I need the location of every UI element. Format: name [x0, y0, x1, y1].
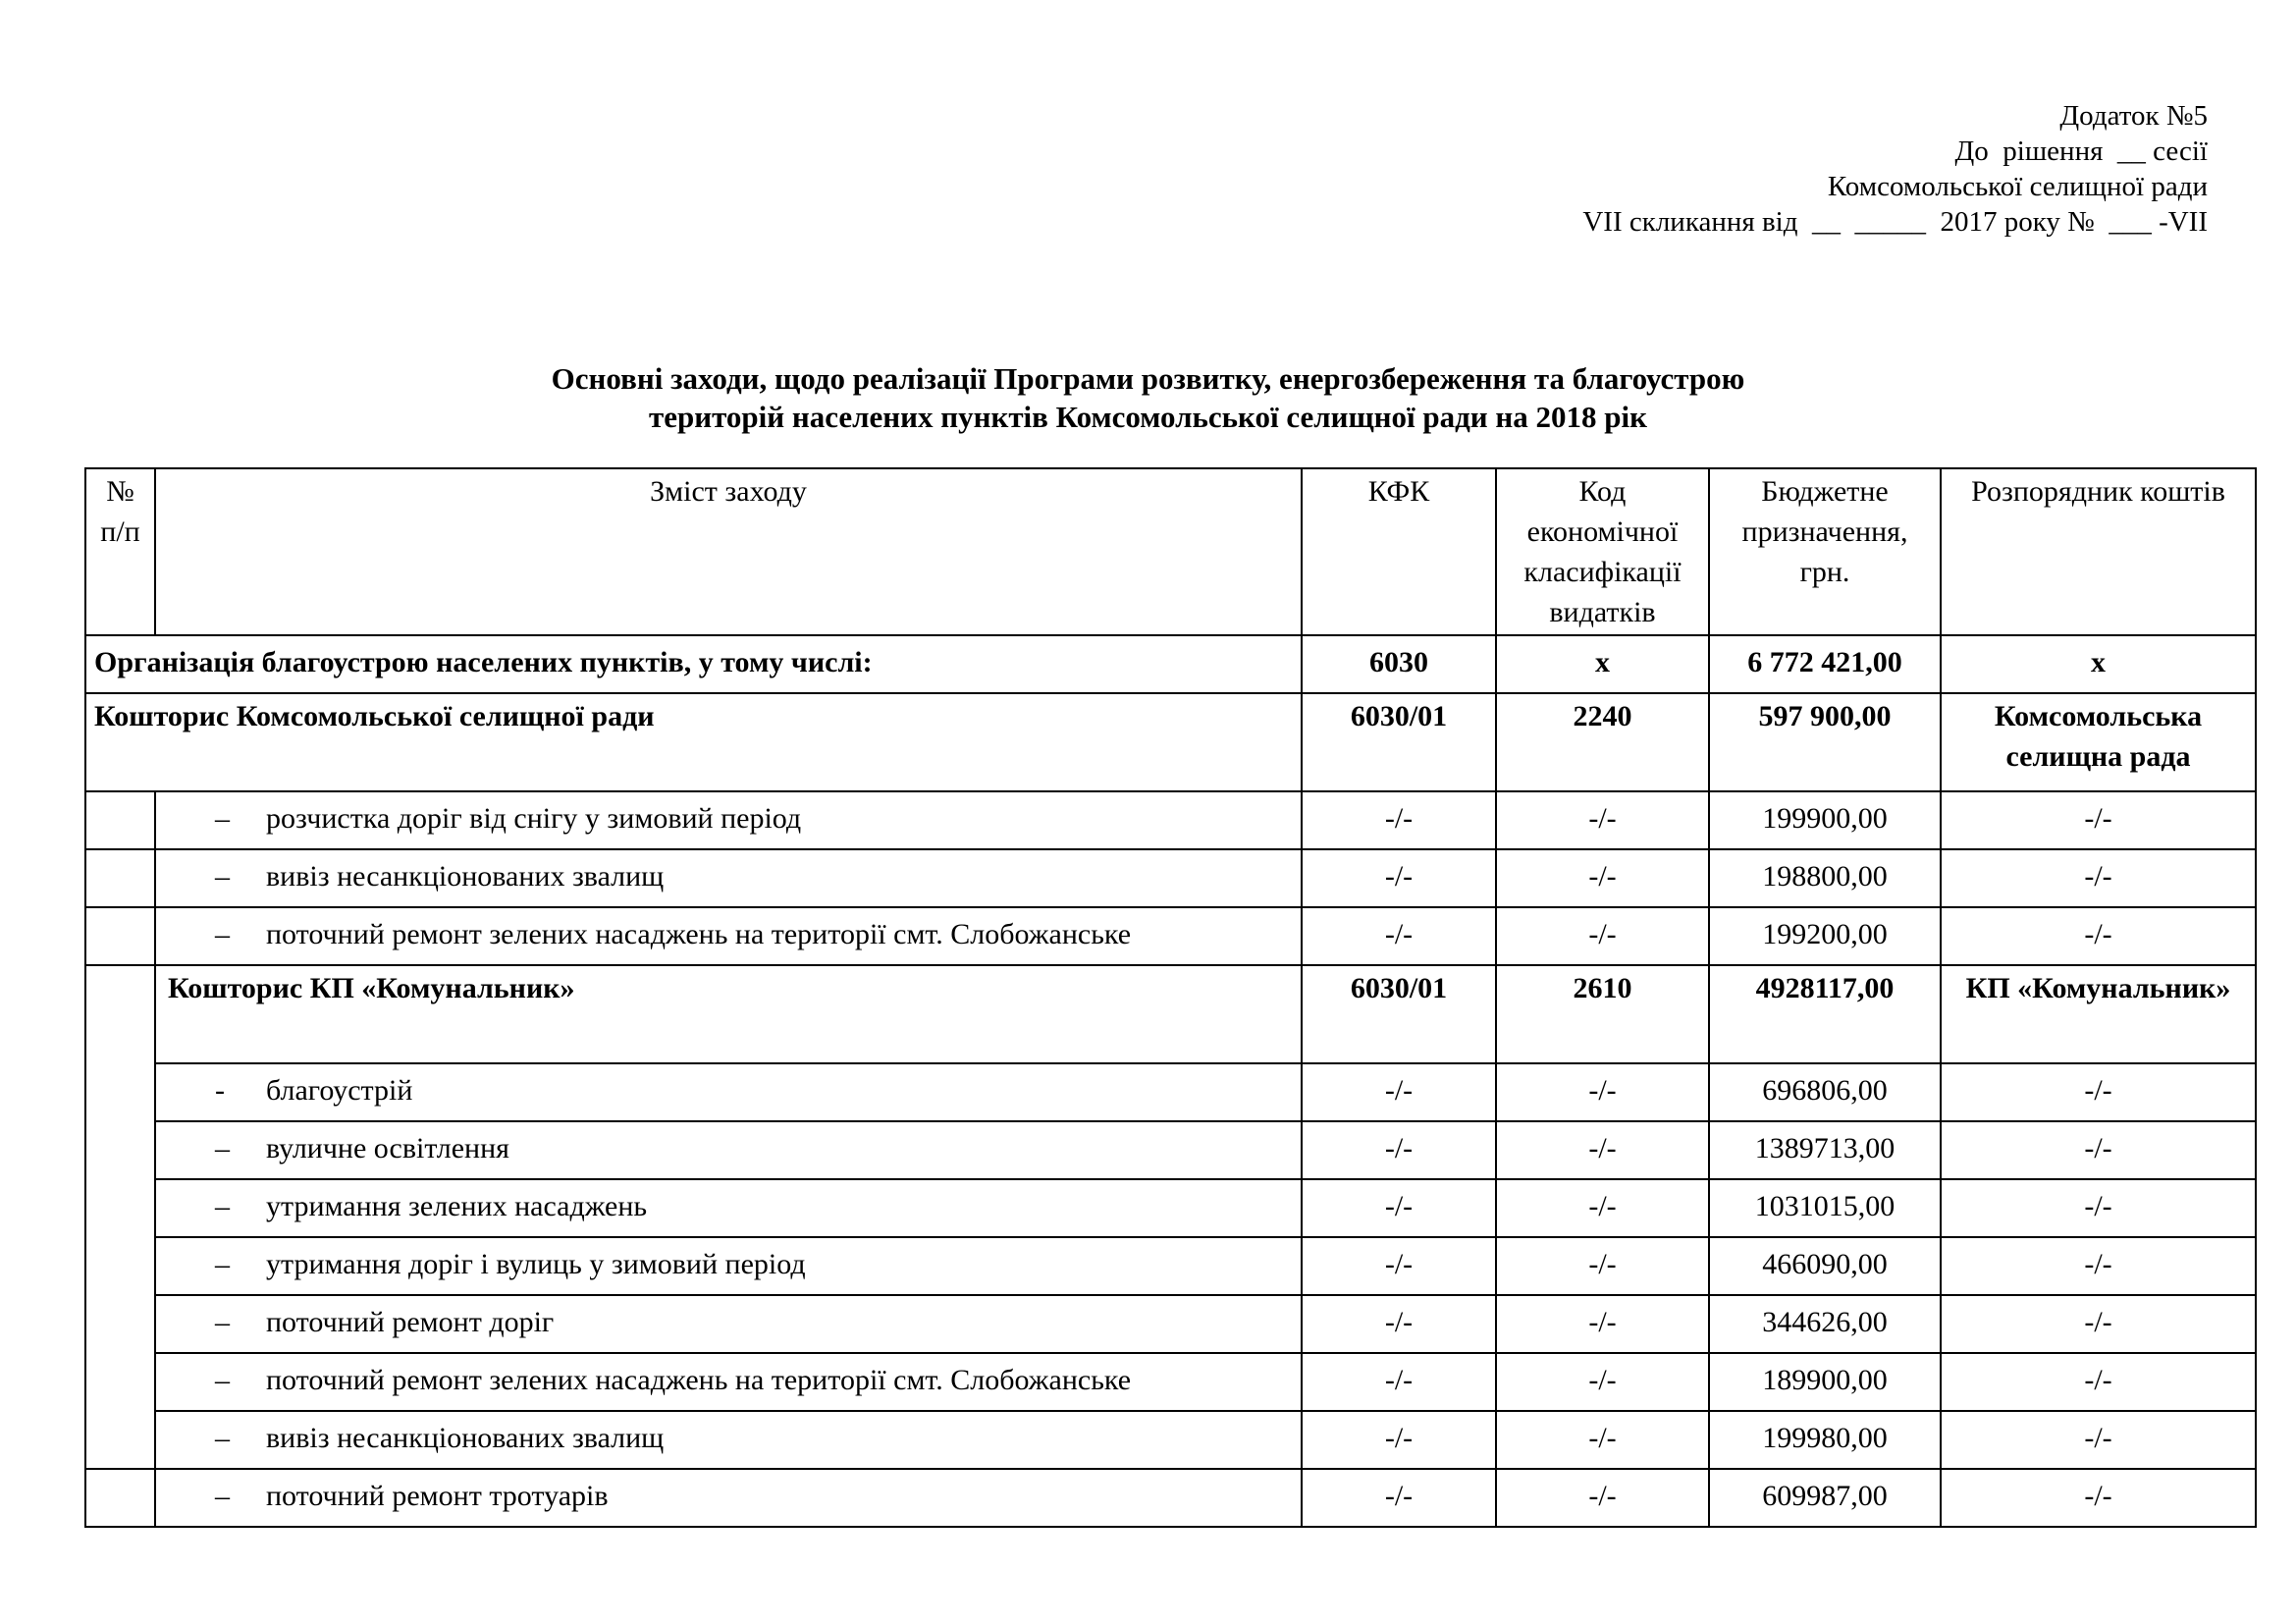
row-number — [85, 1063, 155, 1121]
section-label: Кошторис Комсомольської селищної ради — [85, 693, 1302, 791]
row-budget: 199900,00 — [1709, 791, 1941, 849]
row-content — [155, 1295, 1302, 1353]
row-code: -/- — [1496, 1353, 1709, 1411]
table-row — [85, 1063, 2256, 1121]
table-row — [85, 849, 2256, 907]
header-manager: Розпорядник коштів — [1941, 468, 2256, 635]
row-kfk: -/- — [1302, 1179, 1496, 1237]
row-content — [155, 1063, 1302, 1121]
row-number — [85, 1121, 155, 1179]
row-manager: -/- — [1941, 1469, 2256, 1527]
row-content — [155, 1237, 1302, 1295]
dash-marker: – — [215, 1248, 230, 1280]
row-label: вивіз несанкціонованих звалищ — [266, 1422, 665, 1454]
row-label: поточний ремонт доріг — [266, 1306, 555, 1338]
row-label: благоустрій — [266, 1074, 413, 1107]
row-label: вуличне освітлення — [266, 1132, 509, 1164]
dash-marker: – — [215, 1306, 230, 1338]
row-label: поточний ремонт зелених насаджень на території смт. Слобожанське — [266, 1364, 1132, 1396]
dash-marker: – — [215, 1190, 230, 1222]
header-content: Зміст заходу — [155, 468, 1302, 635]
total-kfk: 6030 — [1302, 635, 1496, 693]
appendix-line: Додаток №5 — [2059, 100, 2208, 132]
row-content — [155, 1411, 1302, 1469]
dash-marker: - — [215, 1074, 225, 1107]
row-manager: -/- — [1941, 1179, 2256, 1237]
header-budget: Бюджетне призначення, грн. — [1709, 468, 1941, 635]
dash-marker: – — [215, 860, 230, 893]
row-number — [85, 1353, 155, 1411]
row-manager: -/- — [1941, 907, 2256, 965]
row-code: -/- — [1496, 907, 1709, 965]
table-row — [85, 791, 2256, 849]
table-row — [85, 1179, 2256, 1237]
row-budget: 198800,00 — [1709, 849, 1941, 907]
row-number — [85, 1411, 155, 1469]
table-row — [85, 1237, 2256, 1295]
row-budget: 344626,00 — [1709, 1295, 1941, 1353]
row-number — [85, 907, 155, 965]
table-row — [85, 1469, 2256, 1527]
section-budget: 597 900,00 — [1709, 693, 1941, 791]
row-kfk: -/- — [1302, 791, 1496, 849]
row-label: розчистка доріг від снігу у зимовий період — [266, 802, 802, 835]
dash-marker: – — [215, 1132, 230, 1164]
row-label: поточний ремонт зелених насаджень на території смт. Слобожанське — [266, 918, 1132, 950]
header-num: № п/п — [85, 468, 155, 635]
appendix-line: До рішення __ сесії — [1954, 135, 2208, 167]
section-code: 2240 — [1496, 693, 1709, 791]
row-budget: 199980,00 — [1709, 1411, 1941, 1469]
row-manager: -/- — [1941, 1411, 2256, 1469]
row-code: -/- — [1496, 1469, 1709, 1527]
row-manager: -/- — [1941, 1237, 2256, 1295]
row-kfk: -/- — [1302, 1411, 1496, 1469]
table-row — [85, 1121, 2256, 1179]
row-number — [85, 791, 155, 849]
row-manager: -/- — [1941, 1063, 2256, 1121]
header-kfk: КФК — [1302, 468, 1496, 635]
row-code: -/- — [1496, 1121, 1709, 1179]
row-kfk: -/- — [1302, 1353, 1496, 1411]
row-content — [155, 907, 1302, 965]
dash-marker: – — [215, 1480, 230, 1512]
row-code: -/- — [1496, 1063, 1709, 1121]
section-kfk: 6030/01 — [1302, 693, 1496, 791]
row-budget: 609987,00 — [1709, 1469, 1941, 1527]
row-kfk: -/- — [1302, 1121, 1496, 1179]
header-code: Код економічної класифікації видатків — [1496, 468, 1709, 635]
total-manager: х — [1941, 635, 2256, 693]
row-budget: 1389713,00 — [1709, 1121, 1941, 1179]
section-kfk: 6030/01 — [1302, 965, 1496, 1063]
row-manager: -/- — [1941, 849, 2256, 907]
appendix-header — [1582, 98, 2208, 240]
row-manager: -/- — [1941, 791, 2256, 849]
row-code: -/- — [1496, 1179, 1709, 1237]
row-manager: -/- — [1941, 1295, 2256, 1353]
row-budget: 696806,00 — [1709, 1063, 1941, 1121]
row-kfk: -/- — [1302, 907, 1496, 965]
total-code: х — [1496, 635, 1709, 693]
row-content — [155, 1121, 1302, 1179]
total-row — [85, 635, 2256, 693]
section-manager: КП «Комунальник» — [1941, 965, 2256, 1063]
row-kfk: -/- — [1302, 1237, 1496, 1295]
dash-marker: – — [215, 918, 230, 950]
row-content — [155, 791, 1302, 849]
section-row — [85, 693, 2256, 791]
row-kfk: -/- — [1302, 1063, 1496, 1121]
total-budget: 6 772 421,00 — [1709, 635, 1941, 693]
row-label: утримання зелених насаджень — [266, 1190, 648, 1222]
row-number — [85, 849, 155, 907]
row-content — [155, 1353, 1302, 1411]
row-label: вивіз несанкціонованих звалищ — [266, 860, 665, 893]
row-content — [155, 849, 1302, 907]
row-number — [85, 1469, 155, 1527]
section-label: Кошторис КП «Комунальник» — [155, 965, 1302, 1063]
row-code: -/- — [1496, 791, 1709, 849]
table-row — [85, 1295, 2256, 1353]
row-label: поточний ремонт тротуарів — [266, 1480, 609, 1512]
dash-marker: – — [215, 802, 230, 835]
table-row — [85, 1353, 2256, 1411]
row-budget: 199200,00 — [1709, 907, 1941, 965]
row-code: -/- — [1496, 849, 1709, 907]
row-number — [85, 1295, 155, 1353]
appendix-line: Комсомольської селищної ради — [1827, 171, 2208, 202]
document-title — [0, 359, 2296, 436]
table-header-row — [85, 468, 2256, 635]
row-budget: 1031015,00 — [1709, 1179, 1941, 1237]
dash-marker: – — [215, 1364, 230, 1396]
row-label: утримання доріг і вулиць у зимовий період — [266, 1248, 806, 1280]
row-kfk: -/- — [1302, 1295, 1496, 1353]
section-code: 2610 — [1496, 965, 1709, 1063]
appendix-line: VII скликання від __ _____ 2017 року № ___ -VII — [1582, 206, 2208, 238]
row-budget: 466090,00 — [1709, 1237, 1941, 1295]
table-row — [85, 907, 2256, 965]
row-code: -/- — [1496, 1237, 1709, 1295]
dash-marker: – — [215, 1422, 230, 1454]
table-row — [85, 1411, 2256, 1469]
row-manager: -/- — [1941, 1353, 2256, 1411]
measures-table — [84, 467, 2257, 1528]
row-content — [155, 1469, 1302, 1527]
section-row — [85, 965, 2256, 1063]
title-line: Основні заходи, щодо реалізації Програми розвитку, енергозбереження та благоустрою — [551, 361, 1745, 396]
row-manager: -/- — [1941, 1121, 2256, 1179]
row-content — [155, 1179, 1302, 1237]
row-kfk: -/- — [1302, 849, 1496, 907]
row-budget: 189900,00 — [1709, 1353, 1941, 1411]
row-number — [85, 965, 155, 1063]
total-label: Організація благоустрою населених пунктів, у тому числі: — [85, 635, 1302, 693]
row-code: -/- — [1496, 1295, 1709, 1353]
title-line: територій населених пунктів Комсомольської селищної ради на 2018 рік — [648, 400, 1647, 434]
row-number — [85, 1237, 155, 1295]
row-code: -/- — [1496, 1411, 1709, 1469]
row-kfk: -/- — [1302, 1469, 1496, 1527]
row-number — [85, 1179, 155, 1237]
section-manager: Комсомольська селищна рада — [1941, 693, 2256, 791]
section-budget: 4928117,00 — [1709, 965, 1941, 1063]
